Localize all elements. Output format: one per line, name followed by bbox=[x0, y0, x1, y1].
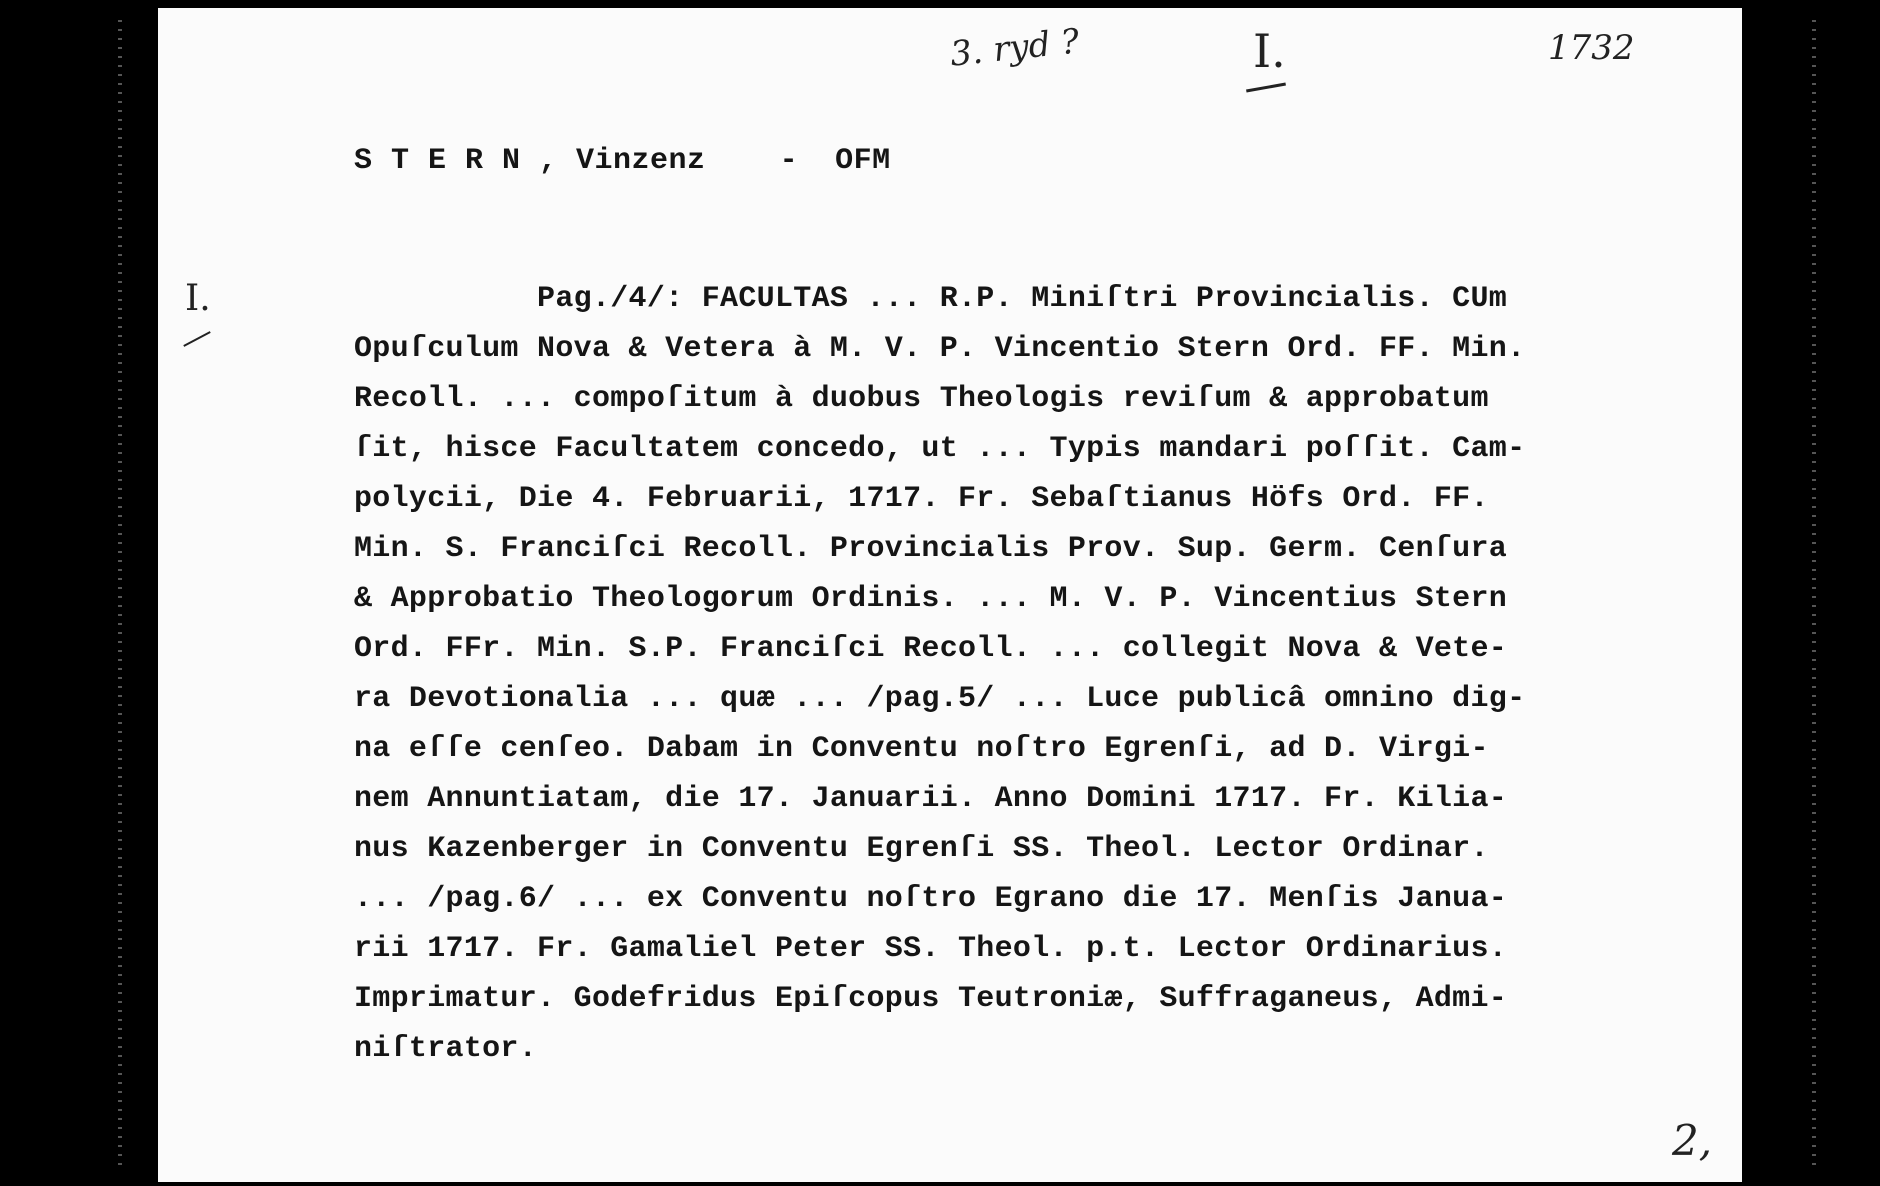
card-heading: S T E R N , Vinzenz - OFM bbox=[354, 144, 891, 178]
body-line: na eſſe cenſeo. Dabam in Conventu noſtro Egrenſi, ad D. Virgi- bbox=[354, 732, 1489, 766]
body-line: rii 1717. Fr. Gamaliel Peter SS. Theol. p.t. Lector Ordinarius. bbox=[354, 932, 1508, 966]
handwritten-card-number: 1732 bbox=[1548, 28, 1635, 68]
body-line: Opuſculum Nova & Vetera à M. V. P. Vincentio Stern Ord. FF. Min. bbox=[354, 332, 1526, 366]
body-line: Pag./4/: FACULTAS ... R.P. Miniſtri Provincialis. CUm bbox=[354, 282, 1508, 316]
catalog-card bbox=[158, 8, 1742, 1182]
right-edge-perforation bbox=[1812, 20, 1816, 1166]
body-line: ſit, hisce Facultatem concedo, ut ... Typis mandari poſſit. Cam- bbox=[354, 432, 1526, 466]
body-line: & Approbatio Theologorum Ordinis. ... M. V. P. Vincentius Stern bbox=[354, 582, 1508, 616]
handwritten-margin-mark: I. bbox=[185, 278, 211, 319]
handwritten-roman-numeral: I. bbox=[1253, 24, 1286, 78]
body-line: Recoll. ... compoſitum à duobus Theologis reviſum & approbatum bbox=[354, 382, 1489, 416]
handwritten-page-mark: 2, bbox=[1672, 1116, 1713, 1165]
body-line: nem Annuntiatam, die 17. Januarii. Anno Domini 1717. Fr. Kilia- bbox=[354, 782, 1508, 816]
body-line: niſtrator. bbox=[354, 1032, 538, 1066]
left-edge-perforation bbox=[118, 20, 122, 1166]
body-line: Ord. FFr. Min. S.P. Franciſci Recoll. ... collegit Nova & Vete- bbox=[354, 632, 1508, 666]
body-line: ... /pag.6/ ... ex Conventu noſtro Egrano die 17. Menſis Janua- bbox=[354, 882, 1508, 916]
card-body bbox=[354, 274, 1694, 1074]
body-line: nus Kazenberger in Conventu Egrenſi SS. Theol. Lector Ordinar. bbox=[354, 832, 1489, 866]
body-line: Min. S. Franciſci Recoll. Provincialis Prov. Sup. Germ. Cenſura bbox=[354, 532, 1508, 566]
handwritten-margin-stroke bbox=[183, 331, 210, 347]
body-line: Imprimatur. Godefridus Epiſcopus Teutroniæ, Suffraganeus, Admi- bbox=[354, 982, 1508, 1016]
body-line: polycii, Die 4. Februarii, 1717. Fr. Sebaſtianus Höfs Ord. FF. bbox=[354, 482, 1489, 516]
handwritten-underline bbox=[1246, 83, 1286, 93]
handwritten-code: 3. ryd ? bbox=[948, 21, 1082, 75]
body-line: ra Devotionalia ... quæ ... /pag.5/ ... Luce publicâ omnino dig- bbox=[354, 682, 1526, 716]
